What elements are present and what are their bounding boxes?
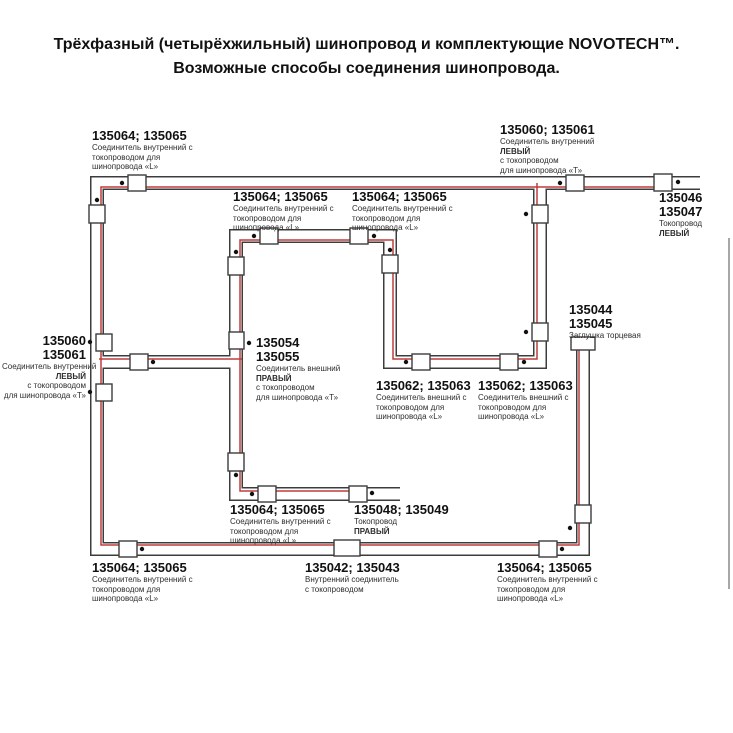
part-label-conn-int-l-mid-2: 135064; 135065 Соединитель внутренний с токопроводом для шинопровода «L» [352,189,453,233]
part-number: 135042; 135043 [305,560,400,575]
connector-box [382,255,398,273]
connector-box [229,332,244,349]
part-label-conn-int-t-top: 135060; 135061 Соединитель внутренний ЛЕВЫЙ с токопроводом для шинопровода «Т» [500,122,595,175]
part-label-conn-int-straight: 135042; 135043 Внутренний соединитель с токопроводом [305,560,400,594]
junction-dot [372,234,376,238]
part-number: 135044 [569,302,613,317]
junction-dot [388,248,392,252]
connector-box [96,384,112,401]
junction-dot [250,492,254,496]
part-number: 135062; 135063 [478,378,573,393]
junction-dot [151,360,155,364]
part-number: 135064; 135065 [92,560,187,575]
connector-box [575,505,591,523]
connector-box [532,323,548,341]
connector-box [349,486,367,502]
part-number: 135064; 135065 [92,128,187,143]
junction-dot [522,360,526,364]
part-number: 135064; 135065 [497,560,592,575]
junction-dot [558,181,562,185]
part-number: 135046 [659,190,703,205]
connector-box [539,541,557,557]
junction-dot [404,360,408,364]
part-number: 135064; 135065 [233,189,328,204]
connector-box [412,354,430,370]
connector-box [119,541,137,557]
part-label-conn-ext-t: 135054 135055 Соединитель внешний ПРАВЫЙ с токопроводом для шинопровода «Т» [256,335,341,402]
part-label-conn-ext-l-1: 135062; 135063 Соединитель внешний с токопроводом для шинопровода «L» [376,378,471,422]
connector-box [128,175,146,191]
part-number: 135054 [256,335,300,350]
part-label-conn-int-l-mid-1: 135064; 135065 Соединитель внутренний с токопроводом для шинопровода «L» [233,189,334,233]
connector-box [500,354,518,370]
title-line-1: Трёхфазный (четырёхжильный) шинопровод и комплектующие NOVOTECH™. [53,36,680,53]
part-label-feed-right: 135048; 135049 Токопровод ПРАВЫЙ [354,502,449,536]
part-label-conn-int-l-top-left: 135064; 135065 Соединитель внутренний с токопроводом для шинопровода «L» [92,128,193,172]
junction-dot [234,473,238,477]
part-number: 135060 [42,333,86,348]
part-label-feed-left: 135046 135047 Токопровод ЛЕВЫЙ [659,190,703,238]
part-label-conn-int-l-bottom-mid: 135064; 135065 Соединитель внутренний с токопроводом для шинопровода «L» [230,502,331,546]
junction-dot [524,212,528,216]
connector-box [96,334,112,351]
connector-box [89,205,105,223]
connector-box [228,257,244,275]
part-number: 135064; 135065 [352,189,447,204]
part-label-conn-int-l-bottom-right: 135064; 135065 Соединитель внутренний с токопроводом для шинопровода «L» [497,560,598,604]
junction-dot [234,250,238,254]
part-label-conn-ext-l-2: 135062; 135063 Соединитель внешний с токопроводом для шинопровода «L» [478,378,573,422]
junction-dot [88,340,92,344]
connector-box [228,453,244,471]
part-number: 135062; 135063 [376,378,471,393]
connector-box [654,174,672,191]
junction-dot [88,390,92,394]
part-label-conn-int-t-left: 135060 135061 Соединитель внутренний ЛЕВЫЙ с токопроводом для шинопровода «Т» [2,333,97,400]
junction-dot [247,341,251,345]
junction-dot [676,180,680,184]
junction-dot [560,547,564,551]
part-number: 135055 [256,349,300,364]
junction-dot [95,198,99,202]
connector-box [532,205,548,223]
part-number: 135048; 135049 [354,502,449,517]
title-line-2: Возможные способы соединения шинопровода. [173,60,560,77]
junction-dot [524,330,528,334]
junction-dot [252,234,256,238]
connector-box [130,354,148,370]
junction-dot [370,491,374,495]
connector-box [566,175,584,191]
straight-connector-box [334,540,360,556]
junction-dot [120,181,124,185]
junction-dot [568,526,572,530]
part-number: 135064; 135065 [230,502,325,517]
connector-box [258,486,276,502]
part-number: 135047 [659,204,703,219]
part-number: 135061 [42,347,86,362]
track-outlines [96,180,703,549]
junction-dot [140,547,144,551]
part-label-conn-int-l-bottom-left: 135064; 135065 Соединитель внутренний с токопроводом для шинопровода «L» [92,560,193,604]
part-number: 135060; 135061 [500,122,595,137]
part-label-end-cap: 135044 135045 Заглушка торцевая [569,302,641,340]
part-number: 135045 [569,316,613,331]
